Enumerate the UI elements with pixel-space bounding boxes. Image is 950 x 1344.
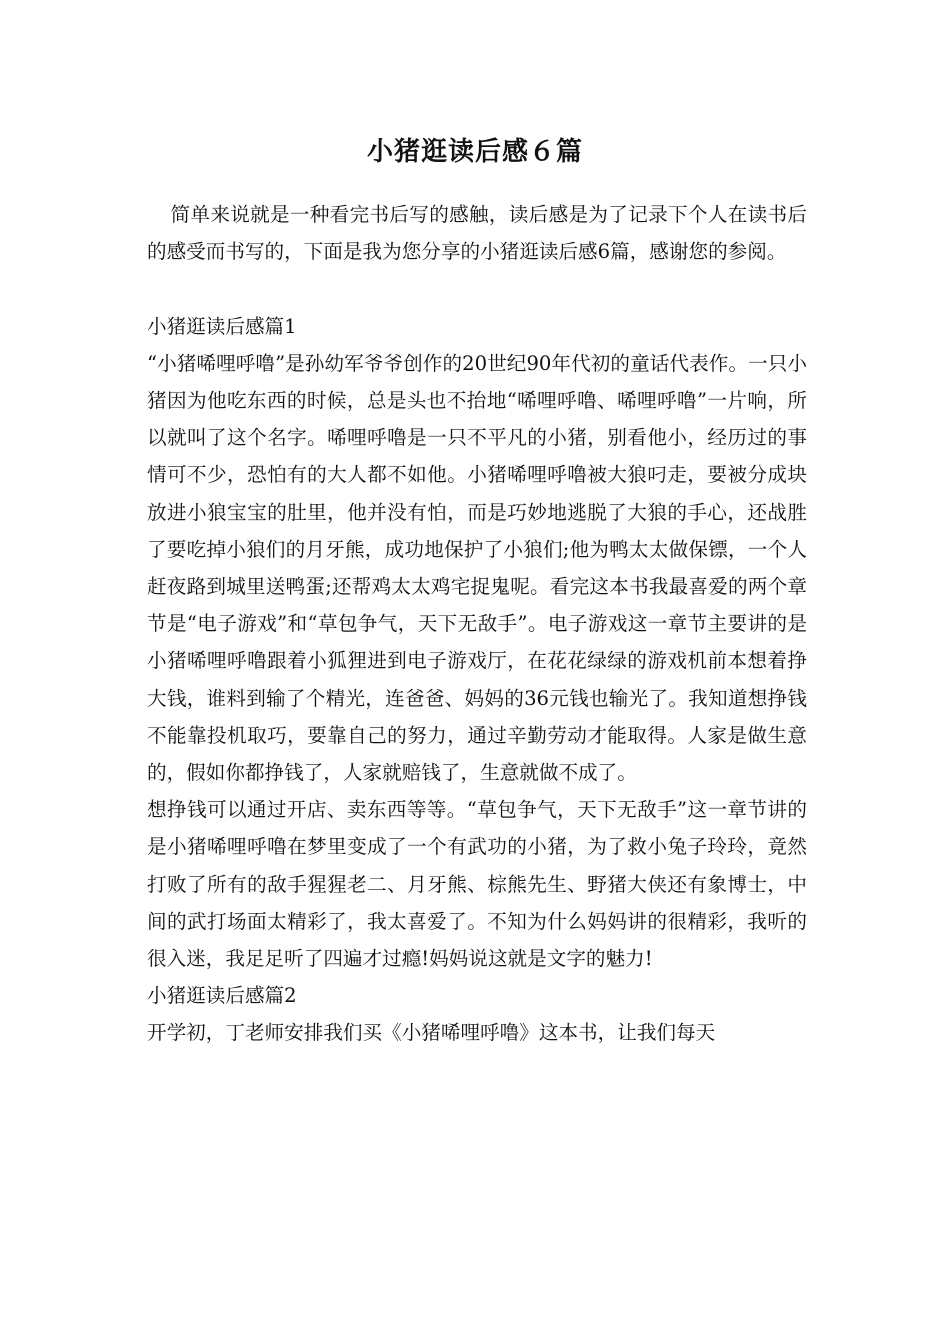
document-body (147, 196, 807, 1052)
section-2-paragraph-1: 开学初，丁老师安排我们买《小猪唏哩呼噜》这本书，让我们每天 (147, 1021, 716, 1045)
document-title: 小猪逛读后感６篇 (366, 137, 583, 167)
paragraph-spacer (147, 270, 807, 307)
section-heading-2: 小猪逛读后感篇2 (147, 984, 297, 1008)
section-1-paragraph-2: 想挣钱可以通过开店、卖东西等等。“草包争气，天下无敌手”这一章节讲的是小猪唏哩呼噜在梦里变成了一个有武功的小猪，为了救小兔子玲玲，竟然打败了所有的敌手猩猩老二、月牙熊、棕熊先生、野猪大侠还有象博士，中间的武打场面太精彩了，我太喜爱了。不知为什么妈妈讲的很精彩，我听的很入迷，我足足听了四遍才过瘾!妈妈说这就是文字的魅力! (147, 798, 807, 971)
intro-paragraph: 简单来说就是一种看完书后写的感触，读后感是为了记录下个人在读书后的感受而书写的，下面是我为您分享的小猪逛读后感6篇，感谢您的参阅。 (147, 203, 807, 264)
section-heading-1: 小猪逛读后感篇1 (147, 314, 297, 338)
section-1-paragraph-1: “小猪唏哩呼噜”是孙幼军爷爷创作的20世纪90年代初的童话代表作。一只小猪因为他吃东西的时候，总是头也不抬地“唏哩呼噜、唏哩呼噜”一片响，所以就叫了这个名字。唏哩呼噜是一只不平凡的小猪，别看他小，经历过的事情可不少，恐怕有的大人都不如他。小猪唏哩呼噜被大狼叼走，要被分成块放进小狼宝宝的肚里，他并没有怕，而是巧妙地逃脱了大狼的手心，还战胜了要吃掉小狼们的月牙熊，成功地保护了小狼们;他为鸭太太做保镖，一个人赶夜路到城里送鸭蛋;还帮鸡太太鸡宅捉鬼呢。看完这本书我最喜爱的两个章节是“电子游戏”和“草包争气，天下无敌手”。电子游戏这一章节主要讲的是小猪唏哩呼噜跟着小狐狸进到电子游戏厅，在花花绿绿的游戏机前本想着挣大钱，谁料到输了个精光，连爸爸、妈妈的36元钱也输光了。我知道想挣钱不能靠投机取巧，要靠自己的努力，通过辛勤劳动才能取得。人家是做生意的，假如你都挣钱了，人家就赔钱了，生意就做不成了。 (147, 351, 807, 785)
